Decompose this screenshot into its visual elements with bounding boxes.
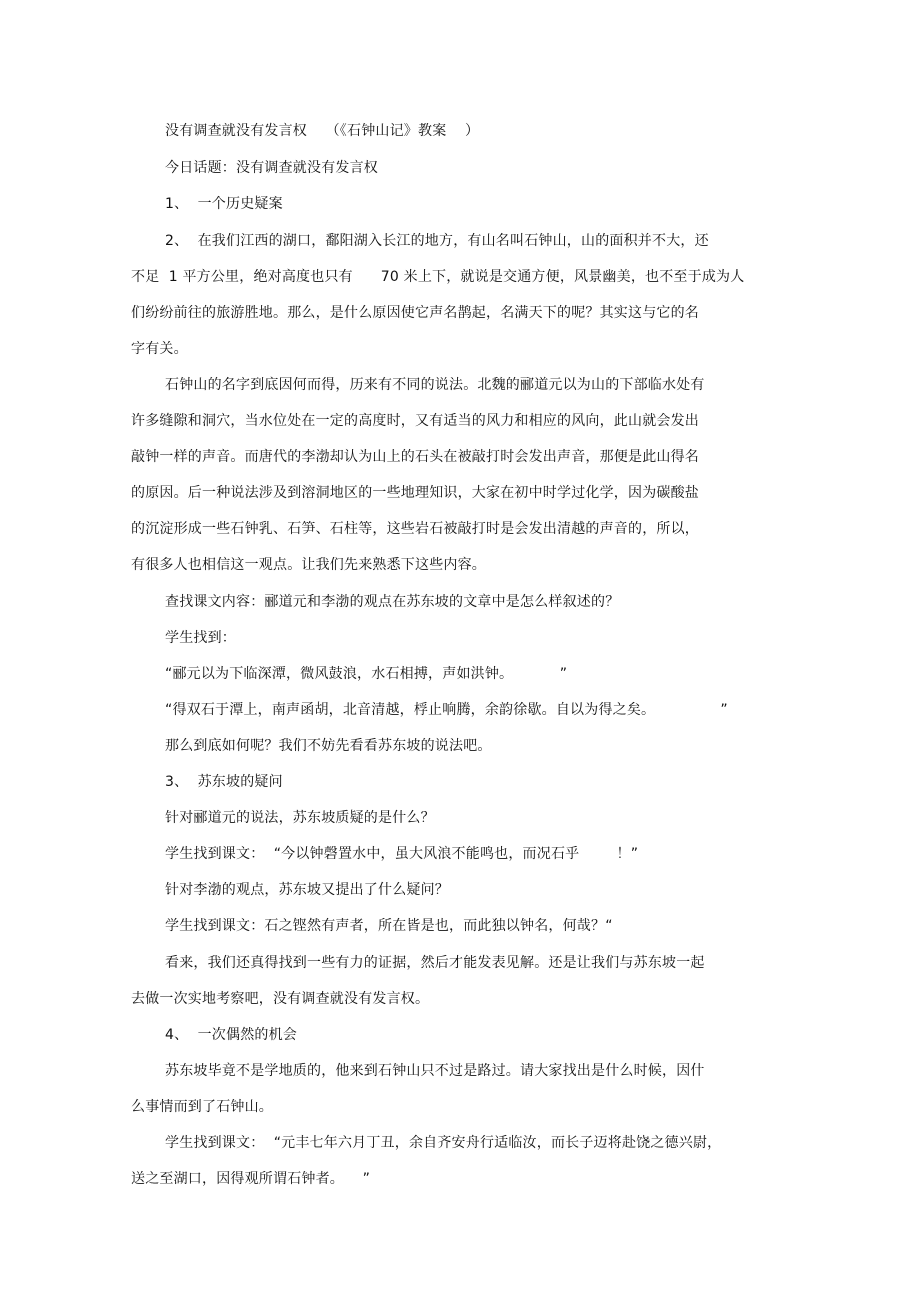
- answer-line: 学生找到课文： “今以钟磬置水中，虽大风浪不能鸣也，而况石乎 ！”: [165, 846, 639, 862]
- answer-line: 学生找到课文： “元丰七年六月丁丑，余自齐安舟行适临汝，而长子迈将赴饶之德兴尉，: [165, 1135, 722, 1151]
- paragraph-line: 有很多人也相信这一观点。让我们先来熟悉下这些内容。: [131, 557, 486, 573]
- paragraph-line: 的原因。后一种说法涉及到溶洞地区的一些地理知识，大家在初中时学过化学，因为碳酸盐: [131, 485, 699, 501]
- document-title: 没有调查就没有发言权 （《石钟山记》教案 ）: [165, 123, 480, 139]
- paragraph-line: 的沉淀形成一些石钟乳、石笋、石柱等，这些岩石被敲打时是会发出清越的声音的，所以，: [131, 521, 699, 537]
- quote-line: “得双石于潭上，南声函胡，北音清越，桴止响腾，余韵徐歇。自以为得之矣。 ”: [165, 702, 728, 718]
- transition-line: 那么到底如何呢？我们不妨先看看苏东坡的说法吧。: [165, 738, 492, 754]
- paragraph-line: 许多缝隙和洞穴，当水位处在一定的高度时，又有适当的风力和相应的风向，此山就会发出: [131, 413, 699, 429]
- answer-line: 学生找到课文：石之铿然有声者，所在皆是也，而此独以钟名，何哉？“: [165, 918, 613, 934]
- section-heading-3: 3、 苏东坡的疑问: [165, 774, 283, 790]
- section-heading-4: 4、 一次偶然的机会: [165, 1027, 298, 1043]
- quote-line: “郦元以为下临深潭，微风鼓浪，水石相搏，声如洪钟。 ”: [165, 666, 568, 682]
- paragraph-line: 石钟山的名字到底因何而得，历来有不同的说法。北魏的郦道元以为山的下部临水处有: [165, 377, 705, 393]
- paragraph-line: 2、 在我们江西的湖口，鄱阳湖入长江的地方，有山名叫石钟山，山的面积并不大，还: [165, 233, 709, 249]
- question-line: 针对李渤的观点，苏东坡又提出了什么疑问？: [165, 882, 449, 898]
- paragraph-line: 么事情而到了石钟山。: [131, 1099, 273, 1115]
- answer-line: 送之至湖口，因得观所谓石钟者。 ”: [131, 1171, 371, 1187]
- paragraph-line: 字有关。: [131, 341, 188, 357]
- student-line: 学生找到：: [165, 630, 236, 646]
- topic-line: 今日话题：没有调查就没有发言权: [165, 160, 378, 176]
- paragraph-line: 们纷纷前往的旅游胜地。那么，是什么原因使它声名鹊起，名满天下的呢？其实这与它的名: [131, 305, 699, 321]
- section-heading-1: 1、 一个历史疑案: [165, 196, 283, 212]
- paragraph-line: 敲钟一样的声音。而唐代的李渤却认为山上的石头在被敲打时会发出声音，那便是此山得名: [131, 449, 699, 465]
- paragraph-line: 不足 1 平方公里，绝对高度也只有 70 米上下，就说是交通方便，风景幽美，也不至于成为人: [131, 269, 745, 285]
- paragraph-line: 苏东坡毕竟不是学地质的，他来到石钟山只不过是路过。请大家找出是什么时候，因什: [165, 1063, 705, 1079]
- task-line: 查找课文内容：郦道元和李渤的观点在苏东坡的文章中是怎么样叙述的？: [165, 594, 620, 610]
- question-line: 针对郦道元的说法，苏东坡质疑的是什么？: [165, 810, 435, 826]
- paragraph-line: 去做一次实地考察吧，没有调查就没有发言权。: [131, 991, 430, 1007]
- paragraph-line: 看来，我们还真得找到一些有力的证据，然后才能发表见解。还是让我们与苏东坡一起: [165, 955, 705, 971]
